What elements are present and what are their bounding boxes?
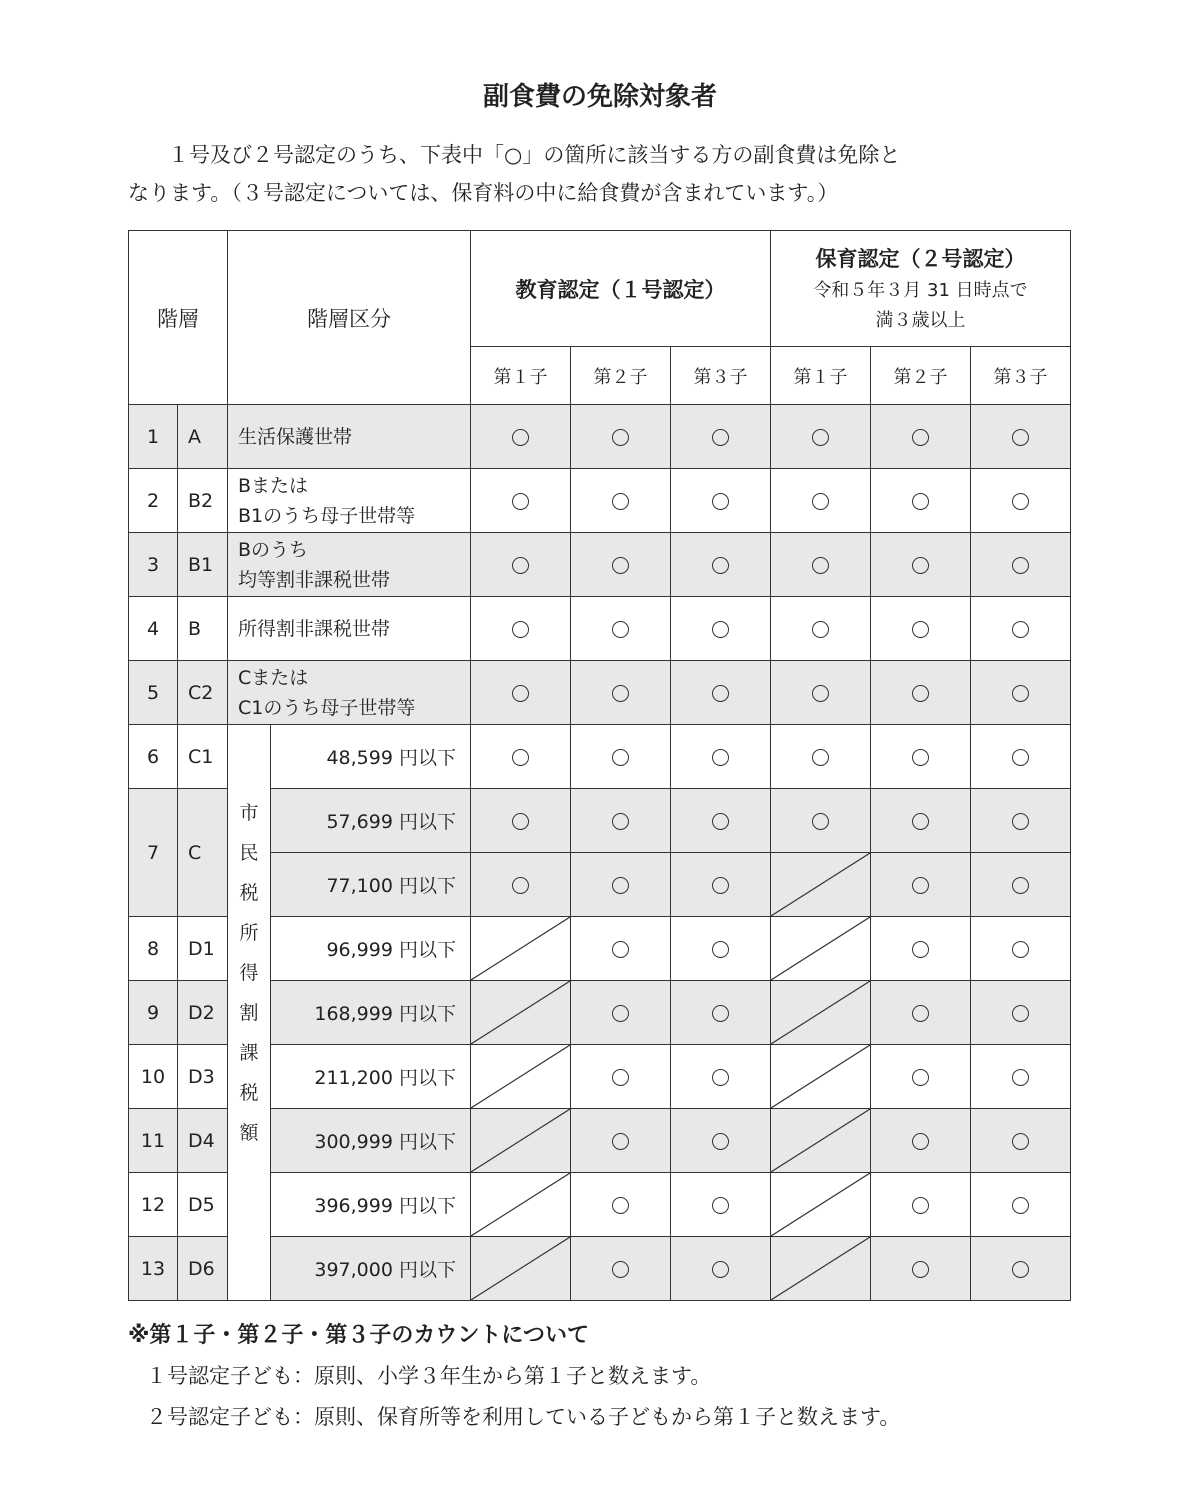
circle-icon [1012, 813, 1029, 830]
exempt-cell [871, 661, 971, 725]
circle-icon [712, 1197, 729, 1214]
tier-description-line-2: 均等割非課税世帯 [238, 568, 391, 591]
tier-description [228, 469, 471, 533]
page-title: 副食費の免除対象者 [482, 82, 717, 112]
table-row [129, 1237, 1071, 1301]
header-care [771, 231, 1071, 347]
tax-label-char: 税 [239, 1082, 259, 1104]
diagonal-slash-icon [471, 981, 570, 1044]
circle-icon [512, 621, 529, 638]
circle-icon [1012, 621, 1029, 638]
exempt-cell [971, 981, 1071, 1045]
header-edu-child-3: 第３子 [671, 347, 771, 405]
tier-number: 1 [129, 405, 178, 469]
exempt-cell [871, 981, 971, 1045]
circle-icon [712, 941, 729, 958]
income-threshold: 168,999 円以下 [271, 981, 471, 1045]
exempt-cell [871, 405, 971, 469]
diagonal-slash-icon [471, 1173, 570, 1236]
tier-level: B1 [178, 533, 228, 597]
circle-icon [612, 621, 629, 638]
circle-icon [1012, 557, 1029, 574]
circle-icon [612, 685, 629, 702]
exempt-cell [971, 597, 1071, 661]
circle-icon [612, 877, 629, 894]
tax-label-char: 割 [239, 1002, 259, 1024]
circle-icon [712, 557, 729, 574]
income-threshold: 300,999 円以下 [271, 1109, 471, 1173]
circle-icon [912, 429, 929, 446]
slash-line [471, 1237, 570, 1300]
note-line-1: １号認定子ども：原則、小学３年生から第１子と数えます。 [146, 1364, 712, 1388]
not-applicable-cell [471, 1045, 571, 1109]
circle-icon [612, 749, 629, 766]
not-applicable-cell [471, 917, 571, 981]
exempt-cell [471, 661, 571, 725]
exempt-cell [871, 853, 971, 917]
tier-number: 11 [129, 1109, 178, 1173]
intro-line-2: なります。（３号認定については、保育料の中に給食費が含まれています。） [128, 181, 839, 205]
not-applicable-cell [471, 1173, 571, 1237]
diagonal-slash-icon [771, 1045, 870, 1108]
not-applicable-cell [771, 1173, 871, 1237]
exempt-cell [671, 853, 771, 917]
tier-level: C [178, 789, 228, 917]
circle-icon [1012, 429, 1029, 446]
circle-icon [512, 685, 529, 702]
tier-description-line-2: B1のうち母子世帯等 [238, 504, 416, 527]
tier-level: C1 [178, 725, 228, 789]
tier-level: D2 [178, 981, 228, 1045]
exempt-cell [671, 725, 771, 789]
slash-line [771, 1045, 870, 1108]
tier-description-line-1: 所得割非課税世帯 [238, 617, 391, 640]
not-applicable-cell [771, 1237, 871, 1301]
exempt-cell [871, 1045, 971, 1109]
circle-icon [612, 493, 629, 510]
note-heading: ※第１子・第２子・第３子のカウントについて [128, 1323, 589, 1348]
header-tier: 階層 [129, 231, 228, 405]
exempt-cell [471, 533, 571, 597]
exempt-cell [571, 725, 671, 789]
exempt-cell [771, 597, 871, 661]
table-row [129, 853, 1071, 917]
circle-icon [612, 1197, 629, 1214]
income-threshold: 48,599 円以下 [271, 725, 471, 789]
circle-icon [712, 429, 729, 446]
header-care-child-1: 第１子 [771, 347, 871, 405]
tier-number: 9 [129, 981, 178, 1045]
circle-icon [912, 749, 929, 766]
exempt-cell [571, 405, 671, 469]
exempt-cell [671, 533, 771, 597]
exempt-cell [871, 1173, 971, 1237]
tier-description-line-2: C1のうち母子世帯等 [238, 696, 416, 719]
exempt-cell [471, 597, 571, 661]
exempt-cell [571, 853, 671, 917]
tier-number: 4 [129, 597, 178, 661]
tier-description [228, 533, 471, 597]
circle-icon [1012, 493, 1029, 510]
table-row [129, 789, 1071, 853]
exempt-cell [671, 789, 771, 853]
not-applicable-cell [471, 1237, 571, 1301]
slash-line [471, 1173, 570, 1236]
income-threshold: 396,999 円以下 [271, 1173, 471, 1237]
slash-line [771, 1173, 870, 1236]
tax-amount-label [228, 725, 271, 1301]
tax-label-char: 得 [239, 962, 259, 984]
circle-icon [512, 813, 529, 830]
tier-number: 10 [129, 1045, 178, 1109]
tier-level: D1 [178, 917, 228, 981]
circle-icon [612, 1005, 629, 1022]
table-row [129, 1173, 1071, 1237]
table-row [129, 1109, 1071, 1173]
circle-icon [912, 1005, 929, 1022]
exempt-cell [871, 789, 971, 853]
exempt-cell [471, 469, 571, 533]
header-care-child-2: 第２子 [871, 347, 971, 405]
tax-label-char: 額 [239, 1122, 259, 1144]
exempt-cell [971, 661, 1071, 725]
tier-description [228, 405, 471, 469]
exempt-cell [571, 533, 671, 597]
exempt-cell [571, 1109, 671, 1173]
circle-icon [612, 1133, 629, 1150]
table-row [129, 725, 1071, 789]
exempt-cell [571, 597, 671, 661]
exempt-cell [571, 917, 671, 981]
slash-line [471, 981, 570, 1044]
exempt-cell [571, 1237, 671, 1301]
not-applicable-cell [771, 1109, 871, 1173]
circle-icon [712, 749, 729, 766]
tier-description-line-1: Cまたは [238, 666, 309, 689]
slash-line [771, 1109, 870, 1172]
diagonal-slash-icon [771, 1109, 870, 1172]
slash-line [471, 1109, 570, 1172]
circle-icon [512, 877, 529, 894]
tier-description-line-1: 生活保護世帯 [238, 425, 353, 448]
exempt-cell [671, 917, 771, 981]
circle-icon [512, 557, 529, 574]
diagonal-slash-icon [471, 1237, 570, 1300]
circle-icon [912, 877, 929, 894]
table-row [129, 405, 1071, 469]
circle-icon [1012, 1005, 1029, 1022]
exempt-cell [971, 533, 1071, 597]
circle-icon [912, 813, 929, 830]
header-edu-child-2: 第２子 [571, 347, 671, 405]
header-care-sub-1: 令和５年３月 31 日時点で [813, 279, 1028, 301]
exempt-cell [571, 1045, 671, 1109]
tier-number: 5 [129, 661, 178, 725]
tier-level: A [178, 405, 228, 469]
circle-icon [1012, 877, 1029, 894]
income-threshold: 96,999 円以下 [271, 917, 471, 981]
circle-icon [612, 429, 629, 446]
circle-icon [712, 1261, 729, 1278]
table-row [129, 1045, 1071, 1109]
slash-line [771, 853, 870, 916]
circle-icon [1012, 1069, 1029, 1086]
tier-number: 7 [129, 789, 178, 917]
circle-icon [812, 557, 829, 574]
exempt-cell [671, 469, 771, 533]
tier-level: D5 [178, 1173, 228, 1237]
tier-number: 8 [129, 917, 178, 981]
exempt-cell [671, 1109, 771, 1173]
income-threshold: 397,000 円以下 [271, 1237, 471, 1301]
exempt-cell [871, 597, 971, 661]
exempt-cell [871, 917, 971, 981]
slash-line [771, 917, 870, 980]
exempt-cell [771, 469, 871, 533]
circle-icon [1012, 1133, 1029, 1150]
tier-level: D3 [178, 1045, 228, 1109]
not-applicable-cell [471, 981, 571, 1045]
circle-icon [512, 493, 529, 510]
circle-icon [712, 813, 729, 830]
not-applicable-cell [471, 1109, 571, 1173]
slash-line [771, 1237, 870, 1300]
circle-icon [612, 1261, 629, 1278]
income-threshold: 77,100 円以下 [271, 853, 471, 917]
circle-icon [612, 941, 629, 958]
tier-level: C2 [178, 661, 228, 725]
circle-icon [712, 621, 729, 638]
circle-icon [1012, 941, 1029, 958]
diagonal-slash-icon [771, 1237, 870, 1300]
exempt-cell [971, 405, 1071, 469]
exempt-cell [971, 917, 1071, 981]
exempt-cell [671, 1173, 771, 1237]
exempt-cell [771, 661, 871, 725]
not-applicable-cell [771, 917, 871, 981]
slash-line [471, 917, 570, 980]
diagonal-slash-icon [771, 917, 870, 980]
circle-icon [1012, 749, 1029, 766]
tax-label-char: 税 [239, 882, 259, 904]
not-applicable-cell [771, 853, 871, 917]
not-applicable-cell [771, 1045, 871, 1109]
exempt-cell [871, 725, 971, 789]
exempt-cell [871, 533, 971, 597]
income-threshold: 211,200 円以下 [271, 1045, 471, 1109]
tier-number: 13 [129, 1237, 178, 1301]
tier-number: 12 [129, 1173, 178, 1237]
circle-icon [512, 429, 529, 446]
tier-number: 3 [129, 533, 178, 597]
tax-label-char: 所 [239, 922, 259, 944]
exempt-cell [471, 853, 571, 917]
circle-icon [812, 621, 829, 638]
diagonal-slash-icon [471, 917, 570, 980]
tier-description [228, 661, 471, 725]
exempt-cell [971, 1173, 1071, 1237]
table-row [129, 469, 1071, 533]
diagonal-slash-icon [771, 853, 870, 916]
exempt-cell [471, 405, 571, 469]
header-tier-class: 階層区分 [228, 231, 471, 405]
circle-icon [812, 685, 829, 702]
tier-level: D4 [178, 1109, 228, 1173]
circle-icon [612, 813, 629, 830]
income-threshold: 57,699 円以下 [271, 789, 471, 853]
circle-icon [812, 749, 829, 766]
tier-description-line-1: Bのうち [238, 538, 309, 561]
circle-icon [812, 493, 829, 510]
table-row [129, 597, 1071, 661]
tier-description [228, 597, 471, 661]
circle-icon [712, 1133, 729, 1150]
exempt-cell [971, 1237, 1071, 1301]
tier-number: 2 [129, 469, 178, 533]
circle-icon [1012, 685, 1029, 702]
tier-level: B2 [178, 469, 228, 533]
exempt-cell [971, 789, 1071, 853]
exempt-cell [571, 1173, 671, 1237]
not-applicable-cell [771, 981, 871, 1045]
exempt-cell [771, 789, 871, 853]
exempt-cell [971, 1045, 1071, 1109]
header-care-sub-2: 満３歳以上 [875, 309, 966, 331]
exemption-table [128, 230, 1071, 1301]
circle-icon [912, 621, 929, 638]
tier-level: D6 [178, 1237, 228, 1301]
circle-icon [712, 1005, 729, 1022]
circle-icon [512, 749, 529, 766]
circle-icon [912, 1197, 929, 1214]
diagonal-slash-icon [471, 1109, 570, 1172]
header-education: 教育認定（１号認定） [471, 231, 771, 347]
circle-icon [712, 493, 729, 510]
header-care-title: 保育認定（２号認定） [815, 246, 1026, 271]
table-row [129, 917, 1071, 981]
circle-icon [912, 557, 929, 574]
circle-icon [612, 1069, 629, 1086]
exempt-cell [671, 405, 771, 469]
exempt-cell [771, 725, 871, 789]
note-line-2: ２号認定子ども：原則、保育所等を利用している子どもから第１子と数えます。 [146, 1405, 901, 1429]
exempt-cell [471, 725, 571, 789]
exempt-cell [571, 469, 671, 533]
table-row [129, 533, 1071, 597]
exempt-cell [571, 661, 671, 725]
circle-icon [912, 1069, 929, 1086]
header-edu-child-1: 第１子 [471, 347, 571, 405]
circle-icon [912, 1261, 929, 1278]
diagonal-slash-icon [471, 1045, 570, 1108]
circle-icon [712, 685, 729, 702]
tax-label-char: 課 [239, 1042, 259, 1064]
intro-line-1: １号及び２号認定のうち、下表中「○」の箇所に該当する方の副食費は免除と [168, 143, 901, 167]
exempt-cell [671, 597, 771, 661]
exempt-cell [671, 1237, 771, 1301]
exempt-cell [971, 853, 1071, 917]
circle-icon [712, 877, 729, 894]
circle-icon [1012, 1197, 1029, 1214]
circle-icon [912, 941, 929, 958]
exempt-cell [671, 1045, 771, 1109]
exempt-cell [971, 725, 1071, 789]
slash-line [771, 981, 870, 1044]
circle-icon [912, 493, 929, 510]
exempt-cell [971, 469, 1071, 533]
exempt-cell [871, 1237, 971, 1301]
circle-icon [912, 685, 929, 702]
circle-icon [912, 1133, 929, 1150]
slash-line [471, 1045, 570, 1108]
table-row [129, 981, 1071, 1045]
tax-label-char: 民 [239, 842, 259, 864]
circle-icon [812, 813, 829, 830]
exempt-cell [571, 981, 671, 1045]
exempt-cell [671, 981, 771, 1045]
tax-label-char: 市 [239, 802, 259, 824]
exempt-cell [471, 789, 571, 853]
tier-description-line-1: Bまたは [238, 474, 309, 497]
exempt-cell [971, 1109, 1071, 1173]
circle-icon [1012, 1261, 1029, 1278]
tier-number: 6 [129, 725, 178, 789]
table-row [129, 661, 1071, 725]
exempt-cell [771, 405, 871, 469]
circle-icon [712, 1069, 729, 1086]
exempt-cell [871, 469, 971, 533]
diagonal-slash-icon [771, 1173, 870, 1236]
exempt-cell [771, 533, 871, 597]
header-care-child-3: 第３子 [971, 347, 1071, 405]
circle-icon [812, 429, 829, 446]
exempt-cell [671, 661, 771, 725]
exempt-cell [871, 1109, 971, 1173]
circle-icon [612, 557, 629, 574]
diagonal-slash-icon [771, 981, 870, 1044]
tier-level: B [178, 597, 228, 661]
exempt-cell [571, 789, 671, 853]
